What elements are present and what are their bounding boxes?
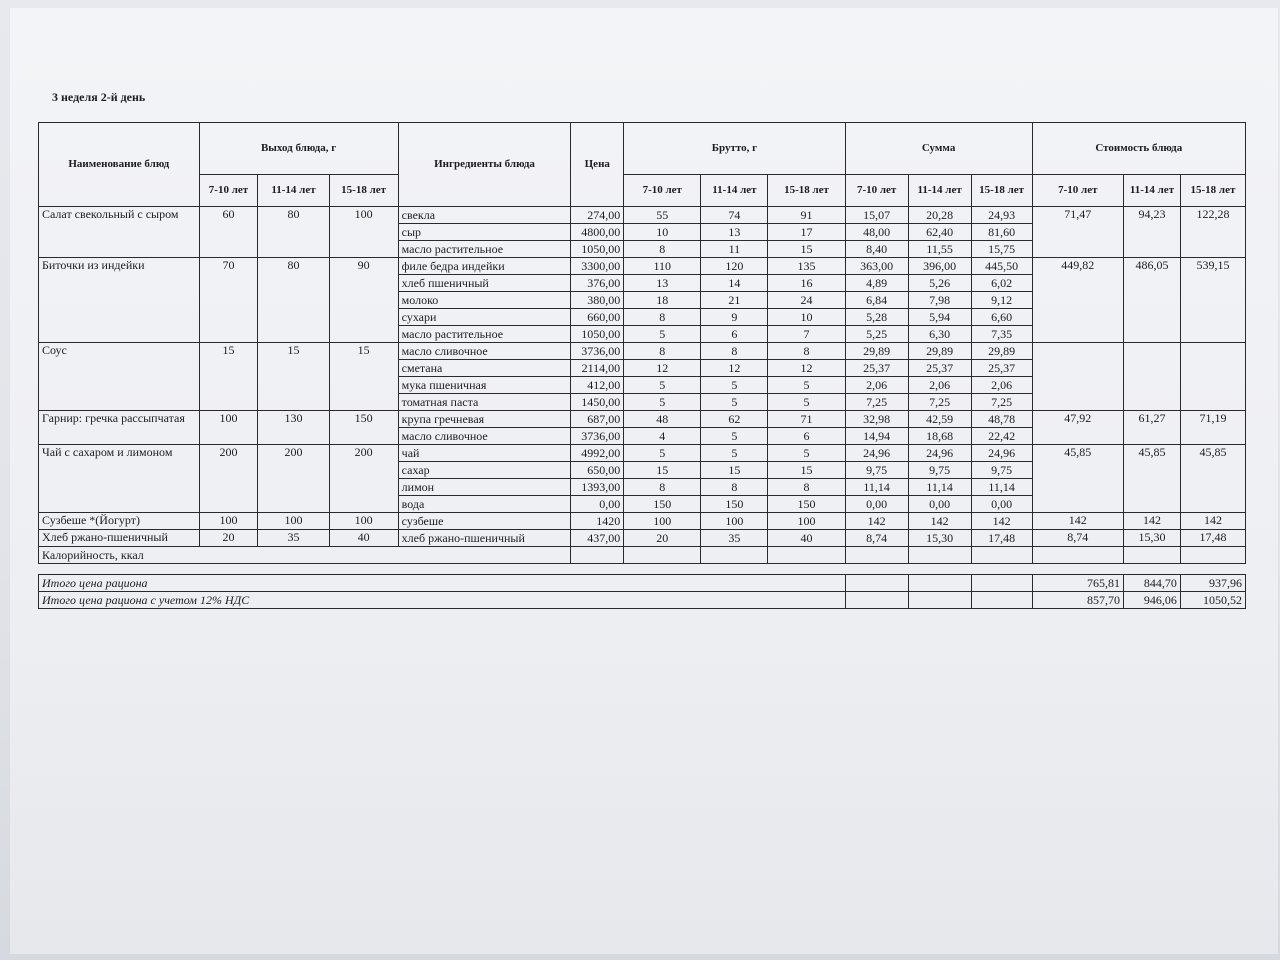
ingredient-brutto: 71 xyxy=(768,411,845,428)
total-value: 1050,52 xyxy=(1180,592,1245,609)
ingredient-name: крупа гречневая xyxy=(398,411,571,428)
ingredient-sum: 42,59 xyxy=(908,411,971,428)
total-label: Итого цена рациона с учетом 12% НДС xyxy=(39,592,846,609)
ingredient-sum: 6,84 xyxy=(845,292,908,309)
empty-cell xyxy=(845,592,908,609)
ingredient-brutto: 12 xyxy=(624,360,701,377)
ingredient-brutto: 8 xyxy=(768,479,845,496)
page-title: 3 неделя 2-й день xyxy=(52,90,146,104)
ingredient-brutto: 48 xyxy=(624,411,701,428)
dish-cost: 71,47 xyxy=(1032,207,1123,258)
ingredient-name: чай xyxy=(398,445,571,462)
dish-name: Хлеб ржано-пшеничный xyxy=(39,530,200,547)
ingredient-sum: 7,98 xyxy=(908,292,971,309)
ingredient-price: 376,00 xyxy=(571,275,624,292)
dish-output: 130 xyxy=(258,411,329,445)
ingredient-name: масло сливочное xyxy=(398,428,571,445)
ingredient-sum: 29,89 xyxy=(971,343,1032,360)
ingredient-price: 3736,00 xyxy=(571,343,624,360)
ingredient-brutto: 18 xyxy=(624,292,701,309)
ingredient-brutto: 5 xyxy=(768,377,845,394)
ingredient-price: 4992,00 xyxy=(571,445,624,462)
ingredient-name: свекла xyxy=(398,207,571,224)
ingredient-brutto: 20 xyxy=(624,530,701,547)
ingredient-name: сузбеше xyxy=(398,513,571,530)
dish-output: 40 xyxy=(329,530,398,547)
dish-output: 200 xyxy=(199,445,258,513)
ingredient-sum: 25,37 xyxy=(908,360,971,377)
ingredient-name: сахар xyxy=(398,462,571,479)
ingredient-price: 660,00 xyxy=(571,309,624,326)
ingredient-sum: 25,37 xyxy=(845,360,908,377)
dish-cost: 61,27 xyxy=(1124,411,1181,445)
ingredient-brutto: 8 xyxy=(624,343,701,360)
dish-name: Биточки из индейки xyxy=(39,258,200,343)
ingredient-price: 380,00 xyxy=(571,292,624,309)
ingredient-price: 1393,00 xyxy=(571,479,624,496)
ingredient-sum: 396,00 xyxy=(908,258,971,275)
ingredient-brutto: 14 xyxy=(701,275,768,292)
header-cost-age: 11-14 лет xyxy=(1124,175,1181,207)
ingredient-sum: 24,96 xyxy=(845,445,908,462)
ingredient-sum: 15,30 xyxy=(908,530,971,547)
ingredient-brutto: 24 xyxy=(768,292,845,309)
ingredient-sum: 25,37 xyxy=(971,360,1032,377)
dish-cost xyxy=(1180,343,1245,411)
dish-cost: 45,85 xyxy=(1124,445,1181,513)
ingredient-sum: 8,74 xyxy=(845,530,908,547)
dish-cost: 45,85 xyxy=(1032,445,1123,513)
header-output-age: 11-14 лет xyxy=(258,175,329,207)
dish-output: 70 xyxy=(199,258,258,343)
ingredient-brutto: 5 xyxy=(701,377,768,394)
ingredient-brutto: 100 xyxy=(768,513,845,530)
empty-cell xyxy=(971,547,1032,564)
ingredient-sum: 29,89 xyxy=(845,343,908,360)
header-brutto-age: 15-18 лет xyxy=(768,175,845,207)
dish-cost: 122,28 xyxy=(1180,207,1245,258)
header-cost-age: 7-10 лет xyxy=(1032,175,1123,207)
total-value: 844,70 xyxy=(1124,575,1181,592)
ingredient-price: 437,00 xyxy=(571,530,624,547)
total-value: 946,06 xyxy=(1124,592,1181,609)
header-ingredients: Ингредиенты блюда xyxy=(398,123,571,207)
ingredient-brutto: 15 xyxy=(768,241,845,258)
ingredient-price: 650,00 xyxy=(571,462,624,479)
ingredient-price: 0,00 xyxy=(571,496,624,513)
ingredient-brutto: 7 xyxy=(768,326,845,343)
dish-cost: 15,30 xyxy=(1124,530,1181,547)
header-sum: Сумма xyxy=(845,123,1032,175)
ingredient-name: филе бедра индейки xyxy=(398,258,571,275)
age-header-row xyxy=(39,175,1246,207)
header-brutto: Брутто, г xyxy=(624,123,845,175)
ingredient-sum: 48,00 xyxy=(845,224,908,241)
table-row xyxy=(39,530,1246,547)
dish-cost: 45,85 xyxy=(1180,445,1245,513)
total-value: 937,96 xyxy=(1180,575,1245,592)
ingredient-sum: 24,96 xyxy=(971,445,1032,462)
ingredient-brutto: 6 xyxy=(768,428,845,445)
header-price: Цена xyxy=(571,123,624,207)
ingredient-brutto: 8 xyxy=(624,479,701,496)
ingredient-price: 1420 xyxy=(571,513,624,530)
ingredient-price: 412,00 xyxy=(571,377,624,394)
header-output: Выход блюда, г xyxy=(199,123,398,175)
ingredient-brutto: 5 xyxy=(624,326,701,343)
ingredient-sum: 0,00 xyxy=(971,496,1032,513)
dish-cost: 47,92 xyxy=(1032,411,1123,445)
calories-row xyxy=(39,547,1246,564)
ingredient-brutto: 15 xyxy=(624,462,701,479)
ingredient-brutto: 5 xyxy=(768,394,845,411)
ingredient-brutto: 120 xyxy=(701,258,768,275)
ingredient-name: молоко xyxy=(398,292,571,309)
empty-cell xyxy=(971,575,1032,592)
dish-output: 15 xyxy=(199,343,258,411)
ingredient-brutto: 35 xyxy=(701,530,768,547)
ingredient-name: масло растительное xyxy=(398,241,571,258)
dish-output: 15 xyxy=(258,343,329,411)
ingredient-name: масло растительное xyxy=(398,326,571,343)
ingredient-brutto: 5 xyxy=(701,428,768,445)
ingredient-name: томатная паста xyxy=(398,394,571,411)
table-row xyxy=(39,411,1246,428)
ingredient-sum: 24,96 xyxy=(908,445,971,462)
dish-cost: 142 xyxy=(1032,513,1123,530)
ingredient-name: масло сливочное xyxy=(398,343,571,360)
ingredient-sum: 15,07 xyxy=(845,207,908,224)
ingredient-sum: 9,75 xyxy=(845,462,908,479)
empty-cell xyxy=(701,547,768,564)
dish-output: 100 xyxy=(329,207,398,258)
ingredient-sum: 11,14 xyxy=(971,479,1032,496)
dish-output: 100 xyxy=(199,411,258,445)
dish-name: Соус xyxy=(39,343,200,411)
table-row xyxy=(39,445,1246,462)
table-header xyxy=(39,123,1246,207)
ingredient-sum: 142 xyxy=(971,513,1032,530)
dish-cost: 17,48 xyxy=(1180,530,1245,547)
dish-name: Салат свекольный с сыром xyxy=(39,207,200,258)
ingredient-brutto: 15 xyxy=(768,462,845,479)
dish-output: 60 xyxy=(199,207,258,258)
ingredient-sum: 2,06 xyxy=(845,377,908,394)
ingredient-brutto: 11 xyxy=(701,241,768,258)
ingredient-sum: 22,42 xyxy=(971,428,1032,445)
ingredient-sum: 142 xyxy=(908,513,971,530)
ingredient-brutto: 8 xyxy=(768,343,845,360)
dish-output: 100 xyxy=(199,513,258,530)
ingredient-brutto: 55 xyxy=(624,207,701,224)
ingredient-brutto: 4 xyxy=(624,428,701,445)
empty-cell xyxy=(1124,547,1181,564)
empty-cell xyxy=(845,547,908,564)
empty-cell xyxy=(1032,547,1123,564)
ingredient-sum: 5,94 xyxy=(908,309,971,326)
ingredient-sum: 5,28 xyxy=(845,309,908,326)
dish-cost: 449,82 xyxy=(1032,258,1123,343)
empty-cell xyxy=(768,547,845,564)
empty-cell xyxy=(908,547,971,564)
ingredient-sum: 11,14 xyxy=(845,479,908,496)
dish-cost xyxy=(1124,343,1181,411)
ingredient-price: 3300,00 xyxy=(571,258,624,275)
ingredient-brutto: 110 xyxy=(624,258,701,275)
ingredient-brutto: 6 xyxy=(701,326,768,343)
ingredient-sum: 6,02 xyxy=(971,275,1032,292)
table-row xyxy=(39,258,1246,275)
header-sum-age: 11-14 лет xyxy=(908,175,971,207)
ingredient-sum: 14,94 xyxy=(845,428,908,445)
ingredient-brutto: 150 xyxy=(701,496,768,513)
empty-cell xyxy=(1180,547,1245,564)
ingredient-name: вода xyxy=(398,496,571,513)
ingredient-name: мука пшеничная xyxy=(398,377,571,394)
header-cost-age: 15-18 лет xyxy=(1180,175,1245,207)
ingredient-brutto: 5 xyxy=(624,377,701,394)
header-sum-age: 7-10 лет xyxy=(845,175,908,207)
ingredient-sum: 17,48 xyxy=(971,530,1032,547)
dish-cost: 142 xyxy=(1180,513,1245,530)
ingredient-name: сыр xyxy=(398,224,571,241)
ingredient-brutto: 21 xyxy=(701,292,768,309)
table-row xyxy=(39,343,1246,360)
ingredient-name: лимон xyxy=(398,479,571,496)
ingredient-sum: 48,78 xyxy=(971,411,1032,428)
dish-cost: 142 xyxy=(1124,513,1181,530)
ingredient-sum: 18,68 xyxy=(908,428,971,445)
dish-name: Сузбеше *(Йогурт) xyxy=(39,513,200,530)
ingredient-price: 687,00 xyxy=(571,411,624,428)
ingredient-brutto: 5 xyxy=(624,394,701,411)
ingredient-sum: 11,55 xyxy=(908,241,971,258)
empty-cell xyxy=(845,575,908,592)
dish-output: 35 xyxy=(258,530,329,547)
ingredient-sum: 9,12 xyxy=(971,292,1032,309)
ingredient-brutto: 135 xyxy=(768,258,845,275)
ingredient-brutto: 5 xyxy=(768,445,845,462)
ingredient-brutto: 8 xyxy=(701,479,768,496)
ingredient-brutto: 8 xyxy=(624,309,701,326)
ingredient-brutto: 12 xyxy=(768,360,845,377)
ingredient-brutto: 17 xyxy=(768,224,845,241)
total-label: Итого цена рациона xyxy=(39,575,846,592)
ingredient-brutto: 15 xyxy=(701,462,768,479)
ingredient-sum: 62,40 xyxy=(908,224,971,241)
ingredient-sum: 0,00 xyxy=(845,496,908,513)
header-output-age: 15-18 лет xyxy=(329,175,398,207)
empty-cell xyxy=(908,575,971,592)
ingredient-brutto: 100 xyxy=(624,513,701,530)
ingredient-sum: 7,25 xyxy=(845,394,908,411)
ingredient-brutto: 150 xyxy=(768,496,845,513)
ingredient-sum: 445,50 xyxy=(971,258,1032,275)
ingredient-price: 274,00 xyxy=(571,207,624,224)
ingredient-brutto: 10 xyxy=(624,224,701,241)
ingredient-price: 3736,00 xyxy=(571,428,624,445)
ingredient-brutto: 12 xyxy=(701,360,768,377)
ingredient-brutto: 100 xyxy=(701,513,768,530)
spacer-cell xyxy=(39,564,1246,575)
ingredient-brutto: 62 xyxy=(701,411,768,428)
ingredient-brutto: 5 xyxy=(624,445,701,462)
dish-name: Гарнир: гречка рассыпчатая xyxy=(39,411,200,445)
ingredient-sum: 363,00 xyxy=(845,258,908,275)
ingredient-sum: 9,75 xyxy=(908,462,971,479)
ingredient-brutto: 8 xyxy=(701,343,768,360)
menu-table xyxy=(38,122,1246,609)
table-row xyxy=(39,207,1246,224)
ingredient-sum: 5,26 xyxy=(908,275,971,292)
dish-output: 15 xyxy=(329,343,398,411)
dish-output: 100 xyxy=(329,513,398,530)
ingredient-price: 2114,00 xyxy=(571,360,624,377)
total-value: 857,70 xyxy=(1032,592,1123,609)
header-brutto-age: 11-14 лет xyxy=(701,175,768,207)
ingredient-sum: 5,25 xyxy=(845,326,908,343)
dish-output: 90 xyxy=(329,258,398,343)
ingredient-name: сухари xyxy=(398,309,571,326)
empty-cell xyxy=(971,592,1032,609)
dish-output: 80 xyxy=(258,258,329,343)
ingredient-name: хлеб ржано-пшеничный xyxy=(398,530,571,547)
ingredient-sum: 29,89 xyxy=(908,343,971,360)
dish-output: 20 xyxy=(199,530,258,547)
ingredient-sum: 2,06 xyxy=(971,377,1032,394)
ingredient-brutto: 16 xyxy=(768,275,845,292)
ingredient-sum: 0,00 xyxy=(908,496,971,513)
spacer-row xyxy=(39,564,1246,575)
dish-output: 100 xyxy=(258,513,329,530)
dish-output: 80 xyxy=(258,207,329,258)
ingredient-brutto: 13 xyxy=(701,224,768,241)
ingredient-sum: 4,89 xyxy=(845,275,908,292)
ingredient-sum: 24,93 xyxy=(971,207,1032,224)
dish-cost: 539,15 xyxy=(1180,258,1245,343)
ingredient-sum: 7,35 xyxy=(971,326,1032,343)
ingredient-sum: 8,40 xyxy=(845,241,908,258)
ingredient-price: 1050,00 xyxy=(571,326,624,343)
dish-cost: 71,19 xyxy=(1180,411,1245,445)
header-output-age: 7-10 лет xyxy=(199,175,258,207)
header-dish-name: Наименование блюд xyxy=(39,123,200,207)
ingredient-sum: 15,75 xyxy=(971,241,1032,258)
ingredient-brutto: 74 xyxy=(701,207,768,224)
ingredient-brutto: 40 xyxy=(768,530,845,547)
ingredient-price: 1450,00 xyxy=(571,394,624,411)
ingredient-name: хлеб пшеничный xyxy=(398,275,571,292)
ingredient-brutto: 9 xyxy=(701,309,768,326)
ingredient-brutto: 10 xyxy=(768,309,845,326)
ingredient-brutto: 13 xyxy=(624,275,701,292)
ingredient-sum: 6,60 xyxy=(971,309,1032,326)
ingredient-sum: 6,30 xyxy=(908,326,971,343)
ingredient-sum: 81,60 xyxy=(971,224,1032,241)
calories-label: Калорийность, ккал xyxy=(39,547,571,564)
ingredient-brutto: 5 xyxy=(701,394,768,411)
dish-cost: 486,05 xyxy=(1124,258,1181,343)
ingredient-sum: 11,14 xyxy=(908,479,971,496)
header-cost: Стоимость блюда xyxy=(1032,123,1245,175)
empty-cell xyxy=(571,547,624,564)
dish-cost: 94,23 xyxy=(1124,207,1181,258)
ingredient-brutto: 150 xyxy=(624,496,701,513)
total-row xyxy=(39,575,1246,592)
ingredient-brutto: 91 xyxy=(768,207,845,224)
ingredient-price: 4800,00 xyxy=(571,224,624,241)
ingredient-sum: 9,75 xyxy=(971,462,1032,479)
dish-name: Чай с сахаром и лимоном xyxy=(39,445,200,513)
ingredient-price: 1050,00 xyxy=(571,241,624,258)
dish-cost xyxy=(1032,343,1123,411)
dish-output: 150 xyxy=(329,411,398,445)
ingredient-sum: 20,28 xyxy=(908,207,971,224)
dish-output: 200 xyxy=(258,445,329,513)
dish-cost: 8,74 xyxy=(1032,530,1123,547)
table-body xyxy=(39,207,1246,609)
header-sum-age: 15-18 лет xyxy=(971,175,1032,207)
ingredient-sum: 2,06 xyxy=(908,377,971,394)
ingredient-brutto: 8 xyxy=(624,241,701,258)
ingredient-sum: 142 xyxy=(845,513,908,530)
ingredient-sum: 7,25 xyxy=(908,394,971,411)
ingredient-sum: 7,25 xyxy=(971,394,1032,411)
empty-cell xyxy=(908,592,971,609)
header-brutto-age: 7-10 лет xyxy=(624,175,701,207)
dish-output: 200 xyxy=(329,445,398,513)
table-row xyxy=(39,513,1246,530)
ingredient-name: сметана xyxy=(398,360,571,377)
ingredient-sum: 32,98 xyxy=(845,411,908,428)
ingredient-brutto: 5 xyxy=(701,445,768,462)
empty-cell xyxy=(624,547,701,564)
total-row xyxy=(39,592,1246,609)
total-value: 765,81 xyxy=(1032,575,1123,592)
